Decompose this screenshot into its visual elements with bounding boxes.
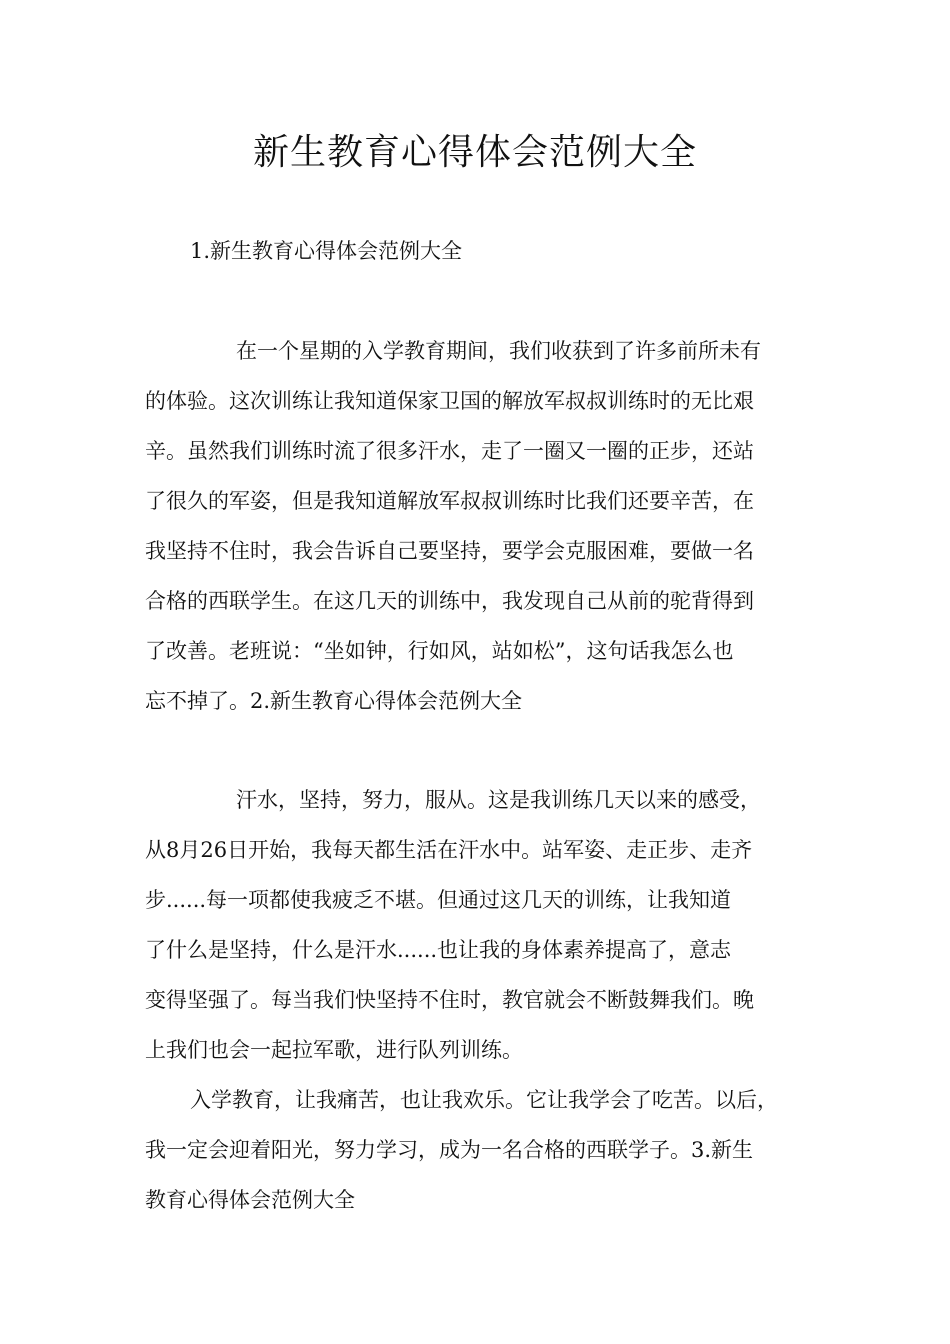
document-title: 新生教育心得体会范例大全 — [252, 132, 697, 173]
paragraph-1-line-5: 我坚持不住时，我会告诉自己要坚持，要学会克服困难，要做一名 — [145, 539, 754, 563]
paragraph-1-line-6: 合格的西联学生。在这几天的训练中，我发现自己从前的驼背得到 — [145, 589, 754, 613]
paragraph-1-line-7: 了改善。老班说：“坐如钟，行如风，站如松”，这句话我怎么也 — [145, 639, 734, 663]
paragraph-1-line-3: 辛。虽然我们训练时流了很多汗水，走了一圈又一圈的正步，还站 — [145, 439, 754, 463]
paragraph-2-line-4: 了什么是坚持，什么是汗水......也让我的身体素养提高了，意志 — [145, 938, 732, 962]
paragraph-1-line-1: 在一个星期的入学教育期间，我们收获到了许多前所未有 — [236, 339, 761, 363]
paragraph-2-line-5: 变得坚强了。每当我们快坚持不住时，教官就会不断鼓舞我们。晚 — [145, 988, 754, 1012]
paragraph-3-line-1: 入学教育，让我痛苦，也让我欢乐。它让我学会了吃苦。以后， — [190, 1088, 778, 1112]
paragraph-3-line-3: 教育心得体会范例大全 — [145, 1188, 355, 1212]
paragraph-1-line-4: 了很久的军姿，但是我知道解放军叔叔训练时比我们还要辛苦，在 — [145, 489, 754, 513]
paragraph-2-line-1: 汗水，坚持，努力，服从。这是我训练几天以来的感受， — [236, 788, 761, 812]
paragraph-1-line-2: 的体验。这次训练让我知道保家卫国的解放军叔叔训练时的无比艰 — [145, 389, 754, 413]
paragraph-2-line-6: 上我们也会一起拉军歌，进行队列训练。 — [145, 1038, 523, 1062]
paragraph-1-line-8: 忘不掉了。2.新生教育心得体会范例大全 — [145, 689, 523, 713]
paragraph-3-line-2: 我一定会迎着阳光，努力学习，成为一名合格的西联学子。3.新生 — [145, 1138, 754, 1162]
paragraph-2-line-2: 从8月26日开始，我每天都生活在汗水中。站军姿、走正步、走齐 — [145, 838, 753, 862]
section-heading-1: 1.新生教育心得体会范例大全 — [190, 239, 463, 263]
paragraph-2-line-3: 步......每一项都使我疲乏不堪。但通过这几天的训练，让我知道 — [145, 888, 732, 912]
